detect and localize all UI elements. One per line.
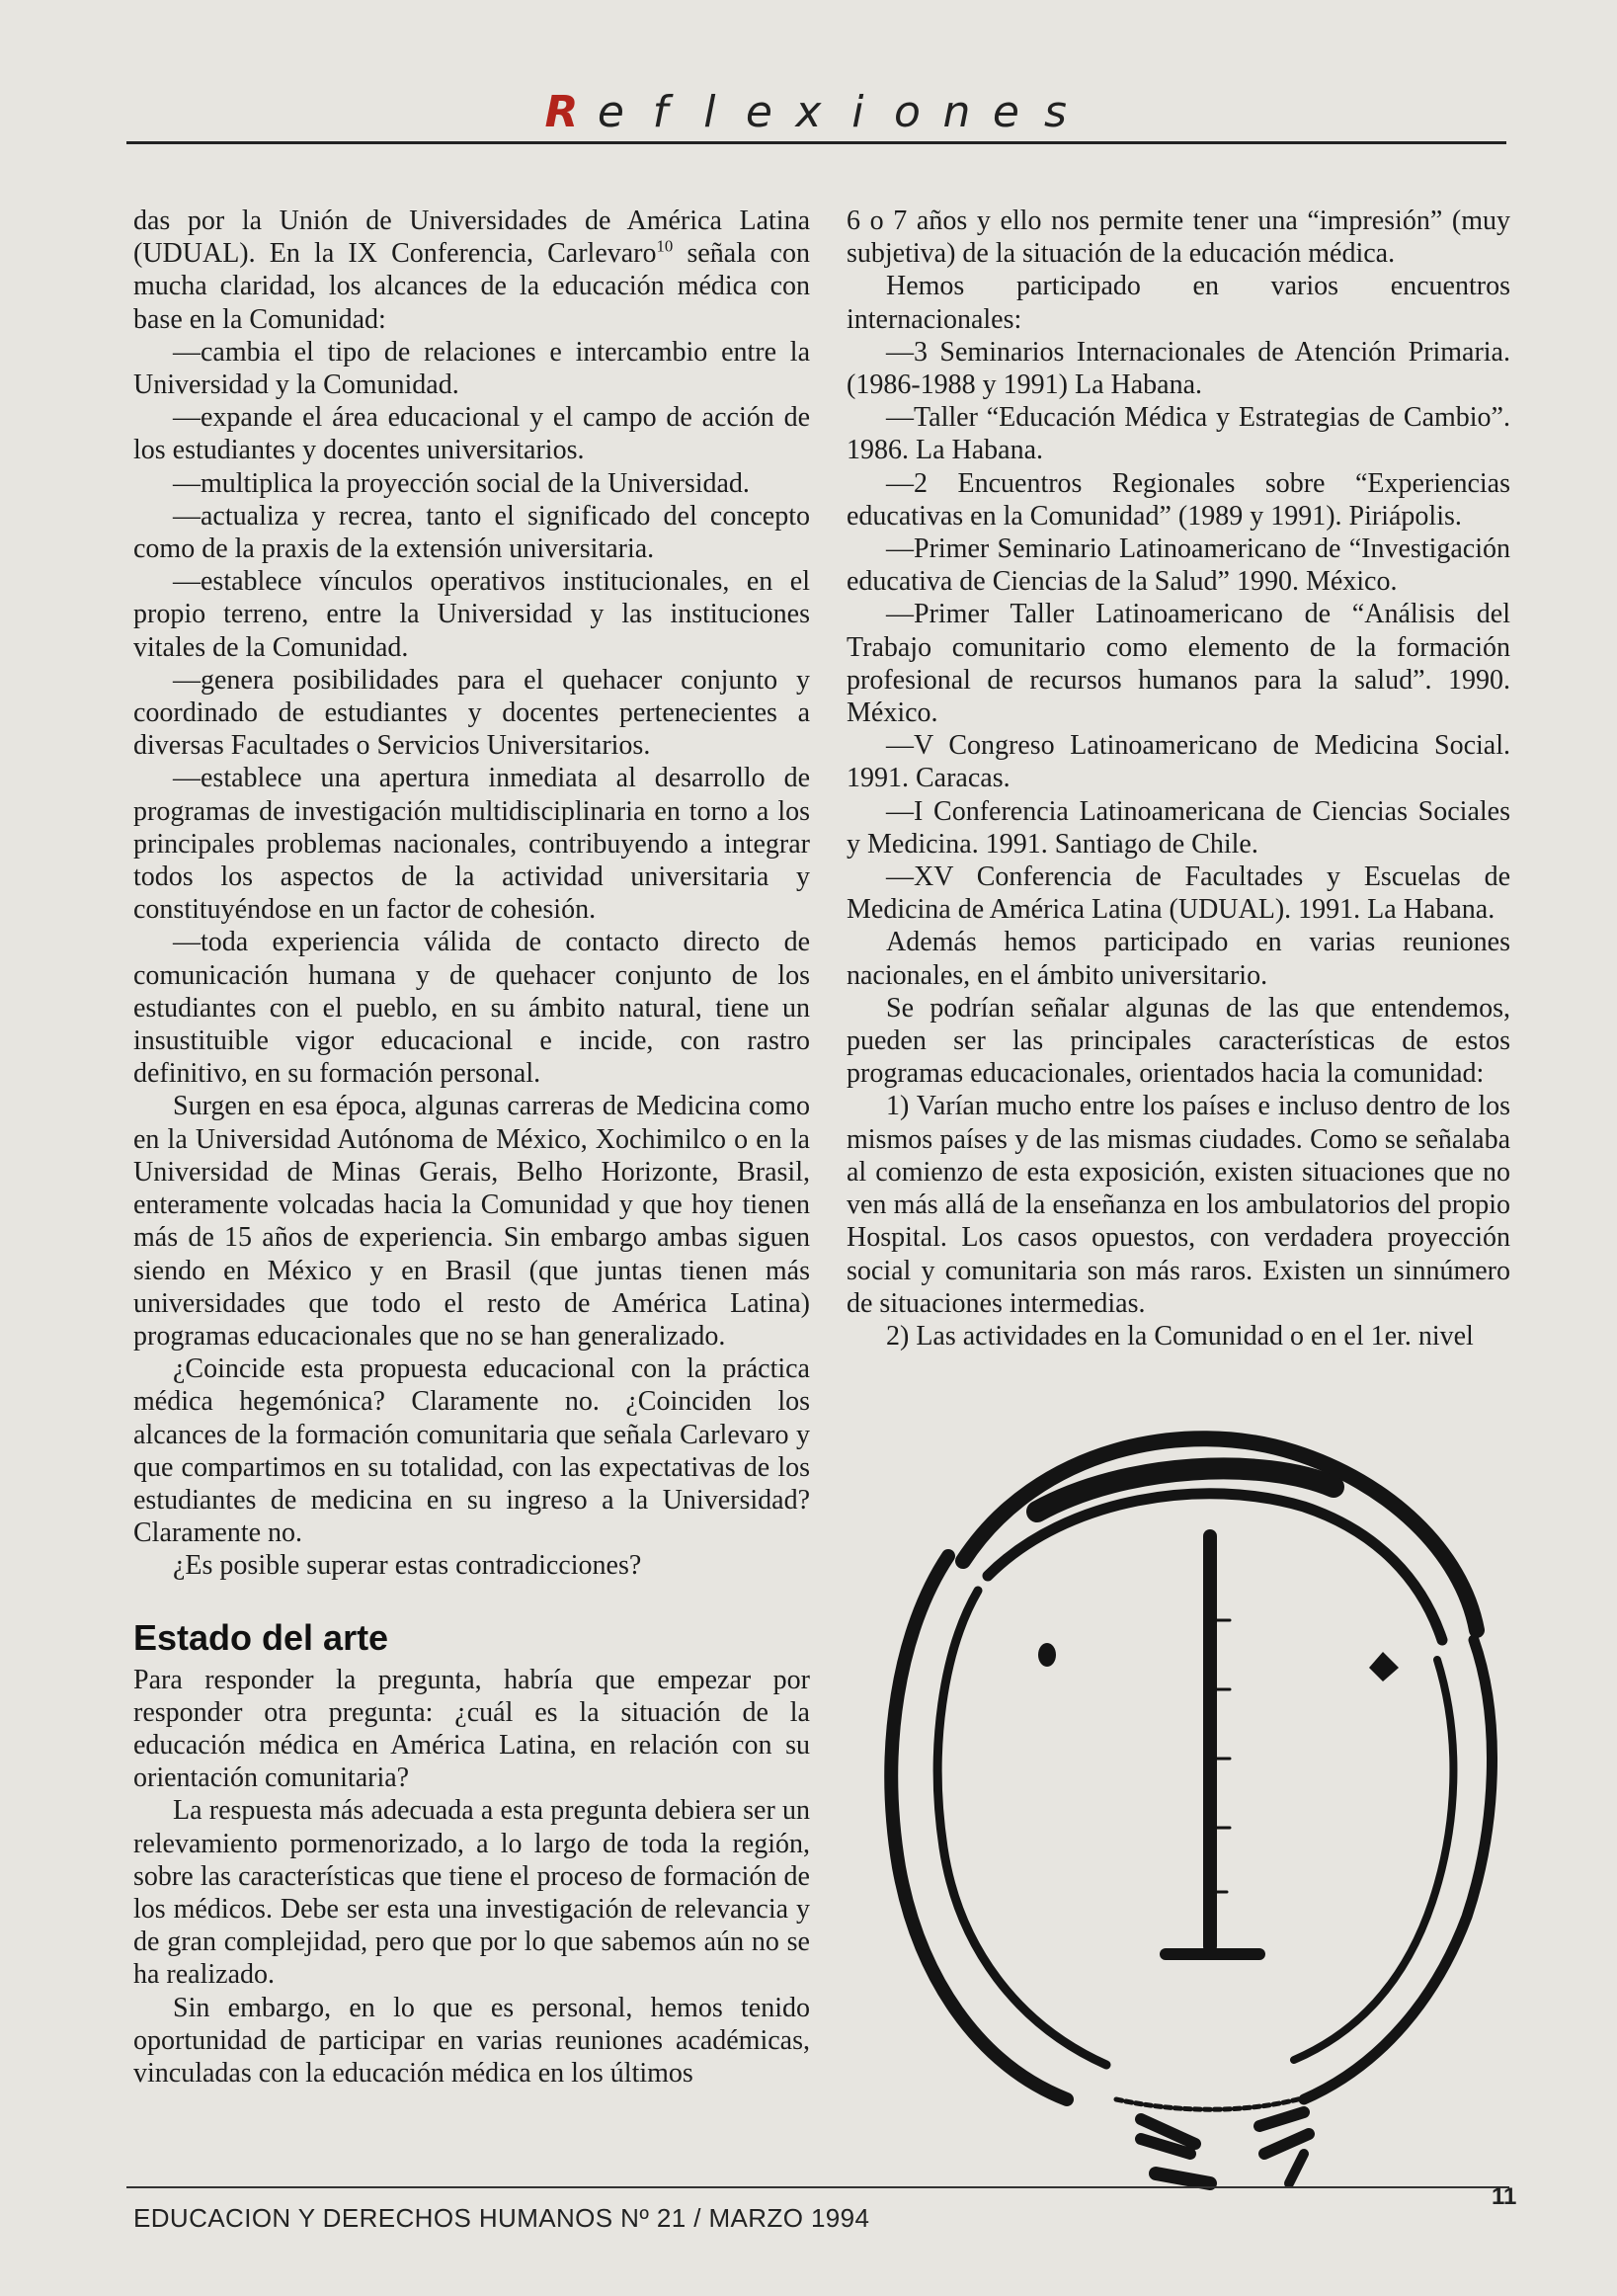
paragraph <box>133 205 810 336</box>
paragraph: Para responder la pregunta, habría que empezar por responder otra pregunta: ¿cuál es la situación de la educación médica en América Latina, en relación con su orientación comunitaria? <box>133 1664 810 1794</box>
header-letter: l <box>703 87 716 137</box>
paragraph: —expande el área educacional y el campo de acción de los estudiantes y docentes universitarios. <box>133 402 810 466</box>
paragraph: Se podrían señalar algunas de las que entendemos, pueden ser las principales características de estos programas educacionales, orientados hacia la comunidad: <box>847 992 1510 1090</box>
paragraph: —cambia el tipo de relaciones e intercambio entre la Universidad y la Comunidad. <box>133 336 810 401</box>
paragraph: —V Congreso Latinoamericano de Medicina Social. 1991. Caracas. <box>847 730 1510 794</box>
paragraph: La respuesta más adecuada a esta pregunta debiera ser un relevamiento pormenorizado, a lo largo de toda la región, sobre las características que tiene el proceso de formación de los médicos. Debe ser esta una investigación de relevancia y de gran complejidad, pero que por lo que sabemos aún no se ha realizado. <box>133 1795 810 1991</box>
running-header <box>0 87 1617 137</box>
paragraph-text: das por la Unión de Universidades de América Latina (UDUAL). En la IX Conferencia, Carlevaro <box>133 205 810 270</box>
header-letter: f <box>652 87 669 137</box>
paragraph: —multiplica la proyección social de la Universidad. <box>173 467 750 499</box>
header-letter: s <box>1043 87 1068 137</box>
paragraph: —I Conferencia Latinoamericana de Ciencias Sociales y Medicina. 1991. Santiago de Chile. <box>847 795 1510 860</box>
paragraph: —actualiza y recrea, tanto el significado del concepto como de la praxis de la extensión universitaria. <box>133 500 810 565</box>
journal-footer: EDUCACION Y DERECHOS HUMANOS Nº 21 / MARZO 1994 <box>133 2203 870 2233</box>
section-heading: Estado del arte <box>133 1616 389 1658</box>
paragraph: ¿Es posible superar estas contradicciones? <box>173 1550 642 1582</box>
paragraph: —3 Seminarios Internacionales de Atención Primaria. (1986-1988 y 1991) La Habana. <box>847 336 1510 401</box>
paragraph: 6 o 7 años y ello nos permite tener una “impresión” (muy subjetiva) de la situación de la educación médica. <box>847 205 1510 270</box>
paragraph: —Taller “Educación Médica y Estrategias de Cambio”. 1986. La Habana. <box>847 402 1510 466</box>
header-letter: R <box>544 87 579 137</box>
paragraph: ¿Coincide esta propuesta educacional con la práctica médica hegemónica? Claramente no. ¿Coinciden los alcances de la formación comunitaria que señala Carlevaro y que compartimos en su totalidad, con las expectativas de los estudiantes de medicina en su ingreso a la Universidad? Claramente no. <box>133 1353 810 1549</box>
paragraph: —establece vínculos operativos institucionales, en el propio terreno, entre la Universidad y las instituciones vitales de la Comunidad. <box>133 566 810 663</box>
paragraph: Hemos participado en varios encuentros internacionales: <box>847 271 1510 335</box>
paragraph: —Primer Taller Latinoamericano de “Análisis del Trabajo comunitario como elemento de la formación profesional de recursos humanos para la salud”. 1990. México. <box>847 599 1510 729</box>
header-letter: e <box>597 87 625 137</box>
footer-rule <box>126 2186 1509 2188</box>
paragraph: —genera posibilidades para el quehacer conjunto y coordinado de estudiantes y docentes pertenecientes a diversas Facultades o Servicios Universitarios. <box>133 664 810 762</box>
paragraph: —establece una apertura inmediata al desarrollo de programas de investigación multidisciplinaria en torno a los principales problemas nacionales, contribuyendo a integrar todos los aspectos de la actividad universitaria y constituyéndose en un factor de cohesión. <box>133 763 810 926</box>
header-letter: n <box>942 87 971 137</box>
paragraph: 1) Varían mucho entre los países e incluso dentro de los mismos países y de las mismas ciudades. Como se señalaba al comienzo de esta exposición, existen situaciones que no ven más allá de la enseñanza en los ambulatorios del propio Hospital. Los casos opuestos, con verdadera proyección social y comunitaria son más raros. Existen un sinnúmero de situaciones intermedias. <box>847 1091 1510 1319</box>
header-rule <box>126 141 1506 144</box>
header-letter: i <box>851 87 864 137</box>
right-column <box>847 205 1510 1353</box>
paragraph: Además hemos participado en varias reuniones nacionales, en el ámbito universitario. <box>847 927 1510 991</box>
paragraph: Sin embargo, en lo que es personal, hemos tenido oportunidad de participar en varias reuniones académicas, vinculadas con la educación médica en los últimos <box>133 1992 810 2089</box>
header-letter: e <box>745 87 773 137</box>
header-letter: o <box>893 87 922 137</box>
paragraph-text: señala con mucha claridad, los alcances de la educación médica con base en la Comunidad: <box>133 238 810 335</box>
paragraph: —Primer Seminario Latinoamericano de “Investigación educativa de Ciencias de la Salud” 1990. México. <box>847 533 1510 598</box>
header-letter: e <box>992 87 1020 137</box>
paragraph: 2) Las actividades en la Comunidad o en el 1er. nivel <box>886 1320 1474 1352</box>
left-column <box>133 205 810 2090</box>
face-illustration <box>869 1393 1511 2193</box>
paragraph: —2 Encuentros Regionales sobre “Experiencias educativas en la Comunidad” (1989 y 1991). Piriápolis. <box>847 467 1510 532</box>
paragraph: —XV Conferencia de Facultades y Escuelas de Medicina de América Latina (UDUAL). 1991. La Habana. <box>847 861 1510 926</box>
header-letter: x <box>795 87 822 137</box>
paragraph: Surgen en esa época, algunas carreras de Medicina como en la Universidad Autónoma de México, Xochimilco o en la Universidad de Minas Gerais, Belho Horizonte, Brasil, enteramente volcadas hacia la Comunidad y que hoy tienen más de 15 años de experiencia. Sin embargo ambas siguen siendo en México y en Brasil (que juntas tienen más universidades que todo el resto de América Latina) programas educacionales que no se han generalizado. <box>133 1091 810 1352</box>
paragraph: —toda experiencia válida de contacto directo de comunicación humana y de quehacer conjunto de los estudiantes con el pueblo, en su ámbito natural, tiene un insustituible vigor educacional e incide, con rastro definitivo, en su formación personal. <box>133 927 810 1090</box>
page-number: 11 <box>1492 2183 1517 2210</box>
footnote-ref: 10 <box>656 236 674 256</box>
running-header-letters <box>537 87 1081 137</box>
